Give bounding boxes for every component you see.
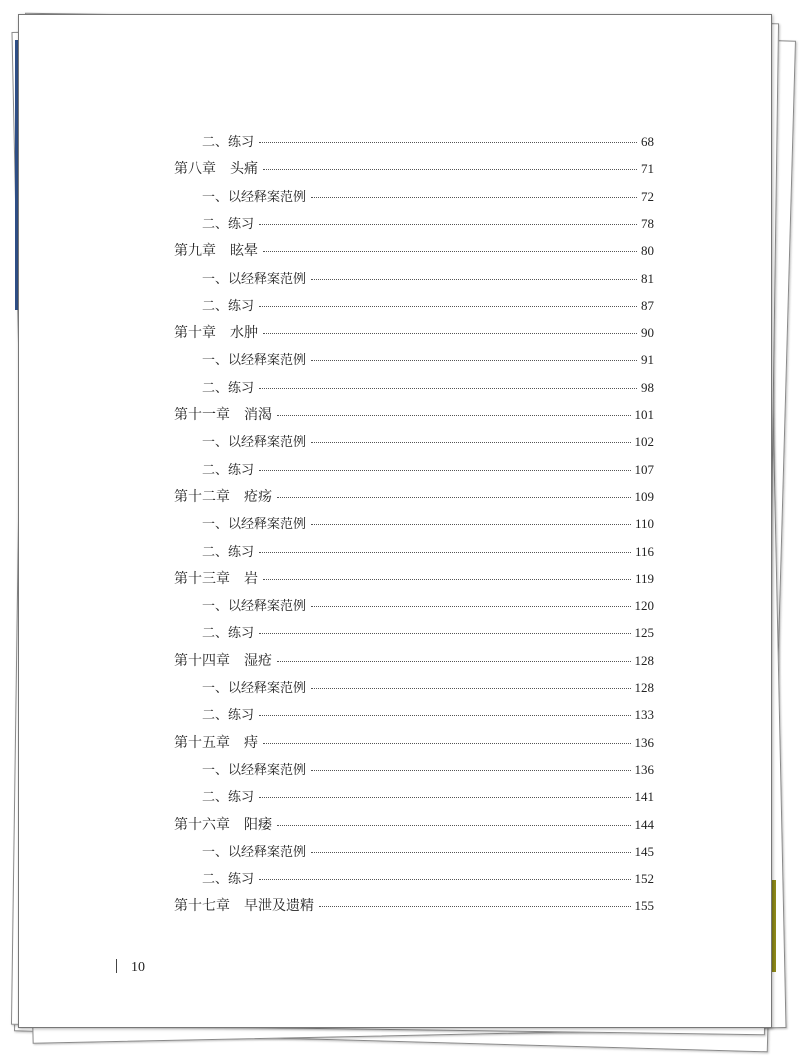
toc-section-entry xyxy=(202,841,654,860)
chapter-title: 眩晕 xyxy=(230,243,258,260)
chapter-number: 第十一章 xyxy=(174,407,230,423)
section-title: 一、以经释案范例 xyxy=(202,844,307,860)
toc-page-number: 107 xyxy=(634,461,654,477)
section-title: 一、以经释案范例 xyxy=(202,762,307,778)
toc-chapter-entry xyxy=(174,732,654,752)
chapter-title: 早泄及遗精 xyxy=(244,898,314,915)
toc-page-number: 145 xyxy=(634,843,654,859)
dot-leader xyxy=(263,251,637,252)
toc-section-entry xyxy=(202,349,654,368)
section-title: 一、以经释案范例 xyxy=(202,189,307,205)
chapter-title: 岩 xyxy=(244,570,258,587)
dot-leader xyxy=(263,169,637,170)
section-title: 二、练习 xyxy=(202,544,255,560)
chapter-number: 第十三章 xyxy=(174,570,230,587)
page-folio xyxy=(116,959,145,976)
toc-page-number: 141 xyxy=(634,789,654,805)
section-title: 二、练习 xyxy=(202,298,255,314)
toc-page-number: 72 xyxy=(641,188,654,204)
toc-section-entry xyxy=(202,459,654,478)
toc-page-number: 90 xyxy=(641,325,654,341)
toc-page-number: 125 xyxy=(634,625,654,641)
dot-leader xyxy=(263,743,631,744)
section-title: 二、练习 xyxy=(202,708,255,724)
toc-page-number: 128 xyxy=(634,680,654,695)
dot-leader xyxy=(311,524,631,525)
toc-page-number: 101 xyxy=(634,407,654,422)
toc-chapter-entry xyxy=(174,158,654,178)
toc-section-entry xyxy=(202,595,654,614)
chapter-number: 第十五章 xyxy=(174,734,230,751)
toc-page-number: 120 xyxy=(634,598,654,614)
toc-section-entry xyxy=(202,513,654,532)
dot-leader xyxy=(263,333,637,334)
folio-rule xyxy=(116,959,117,973)
dot-leader xyxy=(263,579,631,580)
dot-leader xyxy=(259,552,631,553)
chapter-title: 疮疡 xyxy=(244,488,272,505)
toc-page-number: 87 xyxy=(641,297,654,313)
dot-leader xyxy=(259,224,637,225)
chapter-title: 湿疮 xyxy=(244,652,272,669)
toc-page-number: 136 xyxy=(634,734,654,750)
dot-leader xyxy=(311,279,637,280)
toc-chapter-entry xyxy=(174,486,654,506)
chapter-number: 第九章 xyxy=(174,243,216,260)
section-title: 二、练习 xyxy=(202,216,255,232)
section-title: 二、练习 xyxy=(202,380,255,396)
section-title: 二、练习 xyxy=(202,135,255,150)
section-title: 二、练习 xyxy=(202,626,255,642)
toc-section-entry xyxy=(202,186,654,205)
toc-section-entry xyxy=(202,131,654,150)
toc-chapter-entry xyxy=(174,568,654,588)
toc-page-number: 116 xyxy=(634,543,654,559)
toc-section-entry xyxy=(202,541,654,560)
chapter-number: 第十六章 xyxy=(174,816,230,833)
page-number: 10 xyxy=(131,960,145,975)
toc-section-entry xyxy=(202,759,654,778)
toc-page-number: 110 xyxy=(634,516,654,532)
toc-chapter-entry xyxy=(174,240,654,260)
dot-leader xyxy=(259,470,630,471)
dot-leader xyxy=(259,715,630,716)
toc-chapter-entry xyxy=(174,404,654,424)
dot-leader xyxy=(311,442,630,443)
dot-leader xyxy=(259,142,637,143)
section-title: 一、以经释案范例 xyxy=(202,353,307,369)
toc-section-entry xyxy=(202,786,654,805)
dot-leader xyxy=(319,906,631,907)
toc-section-entry xyxy=(202,213,654,232)
section-title: 二、练习 xyxy=(202,872,255,888)
section-title: 二、练习 xyxy=(202,790,255,806)
chapter-number: 第八章 xyxy=(174,161,216,178)
toc-page-number: 152 xyxy=(634,871,654,887)
dot-leader xyxy=(311,770,630,771)
dot-leader xyxy=(277,497,631,498)
chapter-number: 第十二章 xyxy=(174,488,230,505)
toc-page-number: 98 xyxy=(641,379,654,395)
dot-leader xyxy=(277,415,631,416)
section-title: 二、练习 xyxy=(202,462,255,478)
toc-page-number: 144 xyxy=(634,816,654,832)
toc-page-number: 71 xyxy=(641,161,654,177)
toc-page xyxy=(18,14,772,1028)
dot-leader xyxy=(259,879,630,880)
toc-page-number: 91 xyxy=(641,352,654,368)
toc-section-entry xyxy=(202,704,654,723)
toc-page-number: 68 xyxy=(641,134,654,149)
toc-page-number: 78 xyxy=(641,215,654,231)
toc-section-entry xyxy=(202,868,654,887)
toc-chapter-entry xyxy=(174,814,654,834)
chapter-number: 第十四章 xyxy=(174,652,230,669)
section-title: 一、以经释案范例 xyxy=(202,681,307,696)
toc-page-number: 136 xyxy=(634,761,654,777)
toc-chapter-entry xyxy=(174,322,654,342)
toc-page-number: 81 xyxy=(641,270,654,286)
section-title: 一、以经释案范例 xyxy=(202,599,307,615)
dot-leader xyxy=(277,825,631,826)
chapter-title: 痔 xyxy=(244,734,258,751)
dot-leader xyxy=(259,306,637,307)
dot-leader xyxy=(259,797,630,798)
section-title: 一、以经释案范例 xyxy=(202,517,307,533)
toc-page-number: 119 xyxy=(634,570,654,586)
toc-page-number: 133 xyxy=(634,707,654,723)
toc-section-entry xyxy=(202,622,654,641)
toc-chapter-entry xyxy=(174,650,654,670)
toc-section-entry xyxy=(202,268,654,287)
toc-section-entry xyxy=(202,431,654,450)
section-title: 一、以经释案范例 xyxy=(202,435,307,451)
toc-section-entry xyxy=(202,377,654,396)
dot-leader xyxy=(311,852,630,853)
chapter-number: 第十章 xyxy=(174,325,216,342)
chapter-number: 第十七章 xyxy=(174,898,230,915)
dot-leader xyxy=(311,197,637,198)
toc-page-number: 80 xyxy=(641,243,654,259)
chapter-title: 水肿 xyxy=(230,325,258,342)
toc-chapter-entry xyxy=(174,895,654,915)
dot-leader xyxy=(311,606,630,607)
toc-page-number: 102 xyxy=(634,434,654,450)
toc-section-entry xyxy=(202,295,654,314)
toc-page-number: 155 xyxy=(634,898,654,914)
dot-leader xyxy=(311,688,630,689)
dot-leader xyxy=(277,661,631,662)
chapter-title: 消渴 xyxy=(244,407,272,423)
toc-page-number: 109 xyxy=(634,488,654,504)
dot-leader xyxy=(259,388,637,389)
toc-page-number: 128 xyxy=(634,652,654,668)
dot-leader xyxy=(259,633,630,634)
chapter-title: 阳痿 xyxy=(244,816,272,833)
toc-section-entry xyxy=(202,677,654,696)
chapter-title: 头痛 xyxy=(230,161,258,178)
dot-leader xyxy=(311,360,637,361)
section-title: 一、以经释案范例 xyxy=(202,271,307,287)
